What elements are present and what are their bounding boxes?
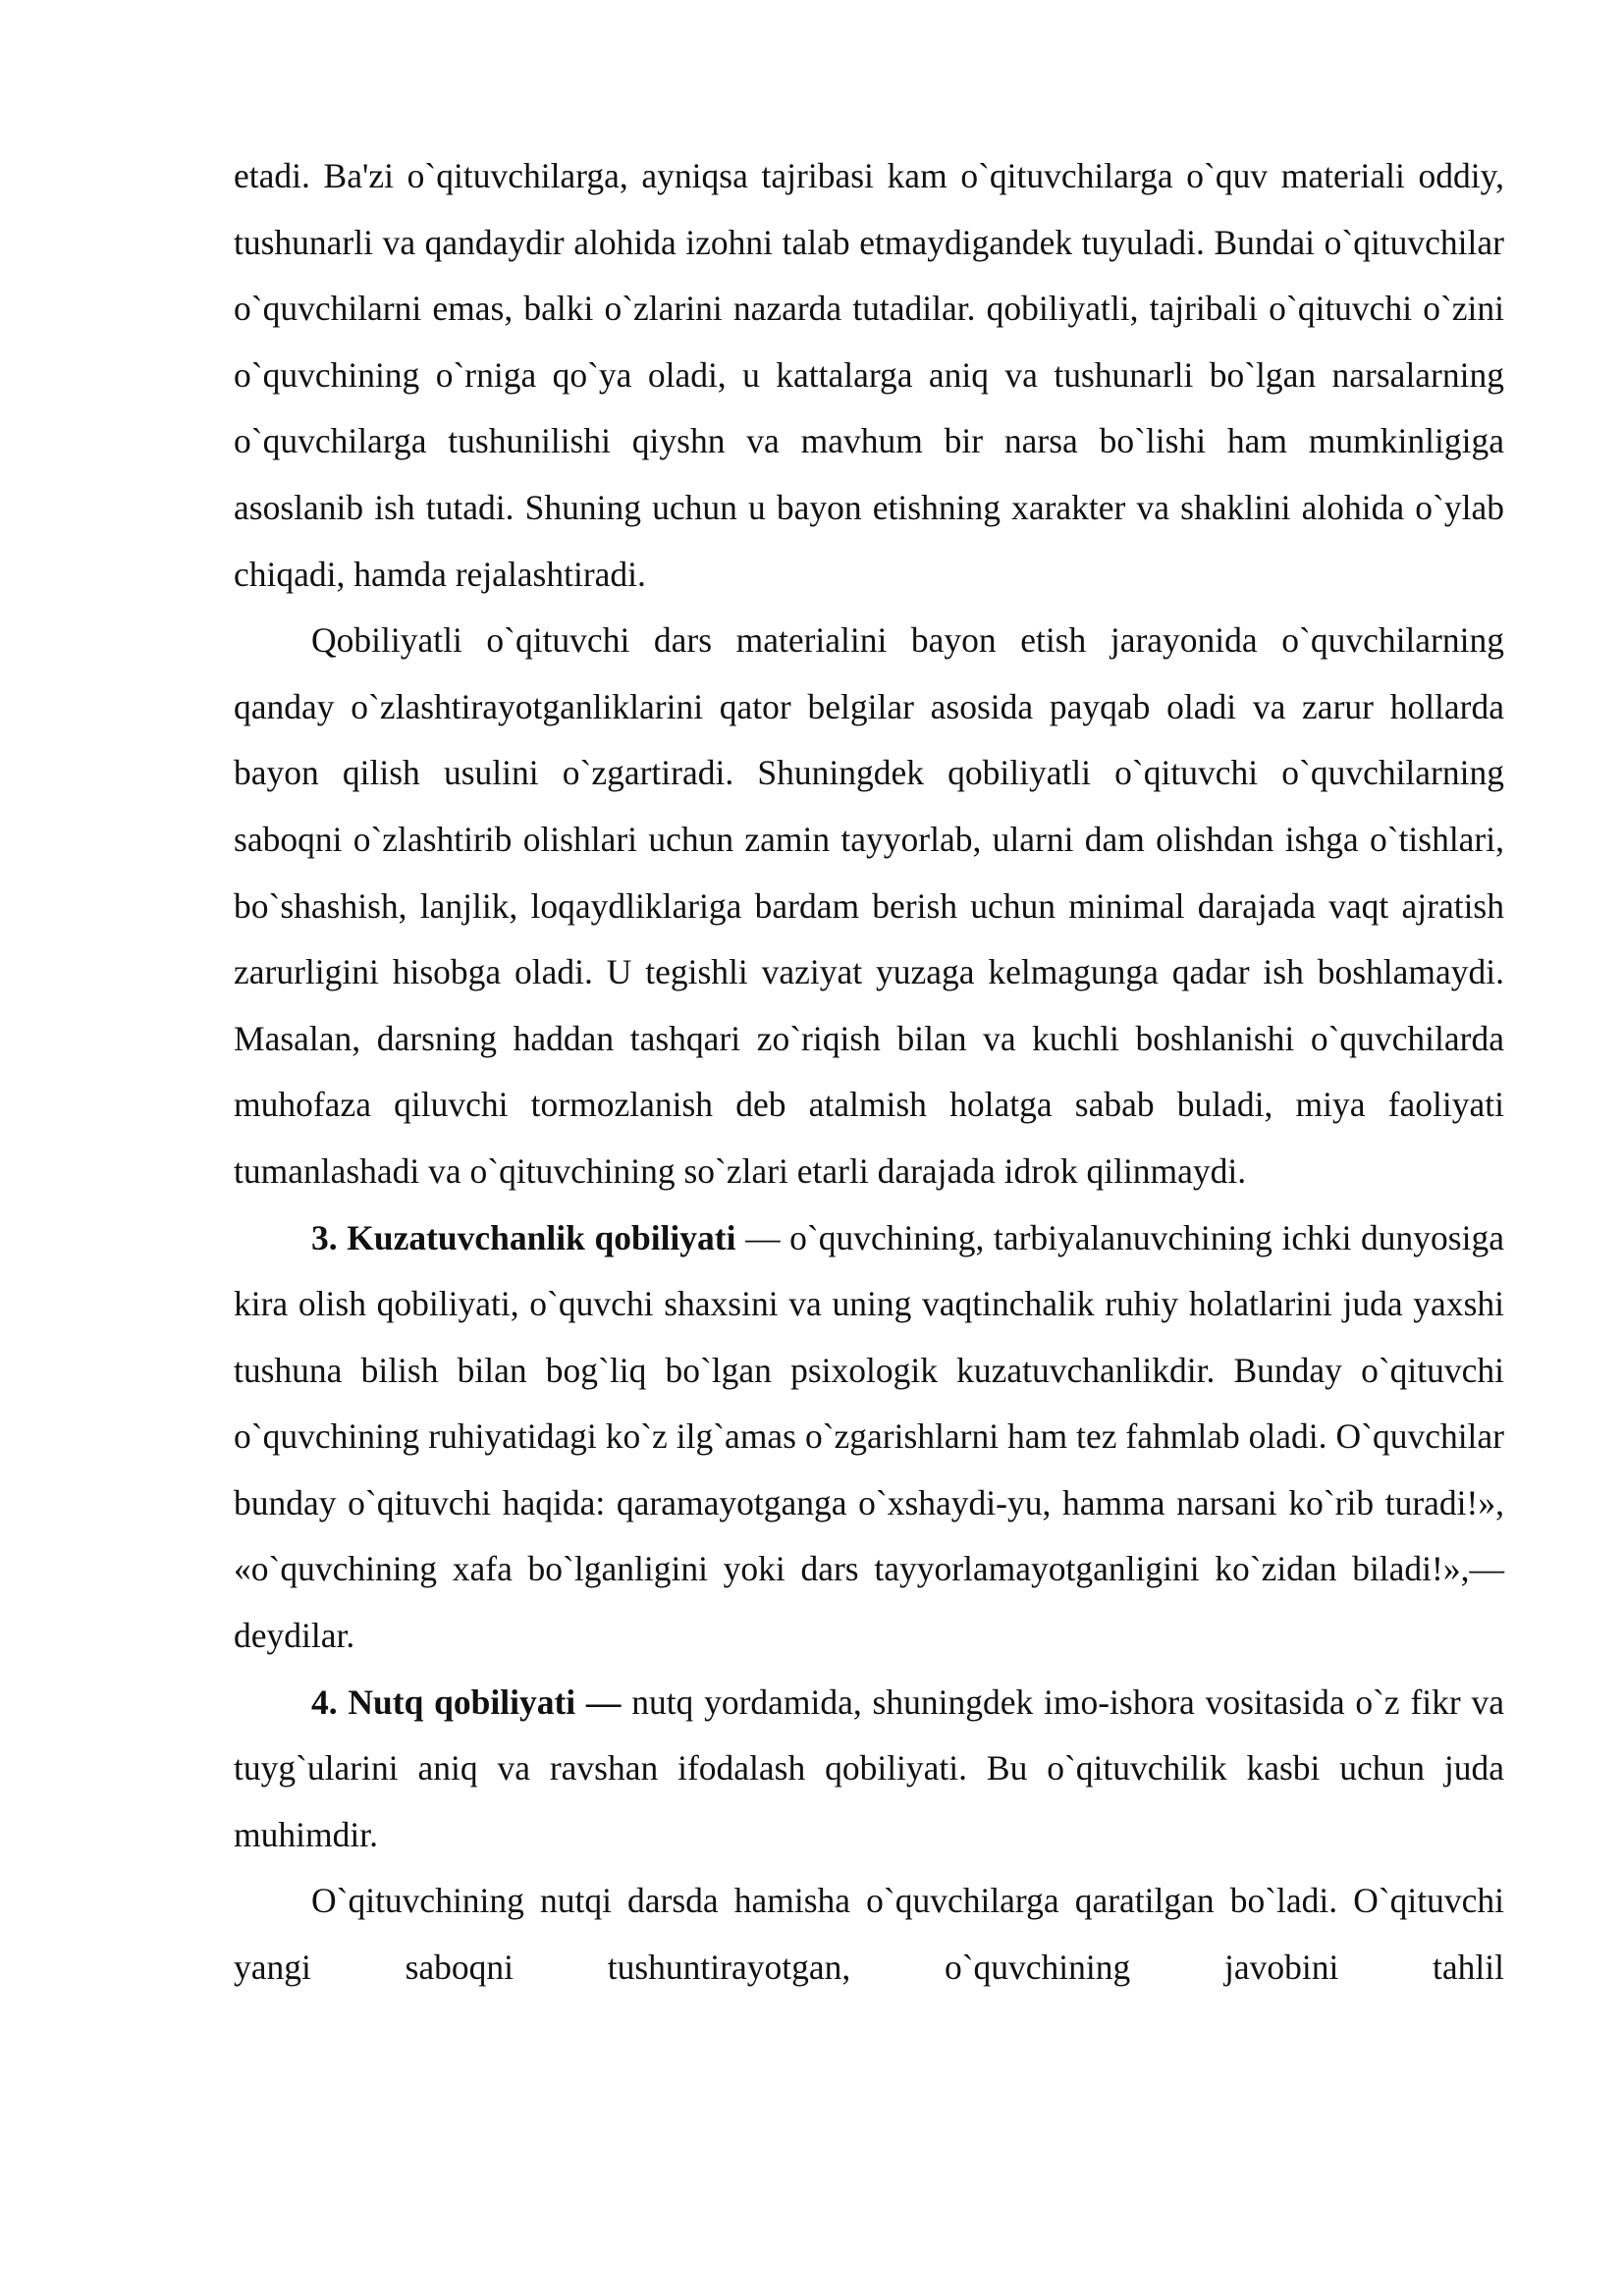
paragraph-term: 4. Nutq qobiliyati —	[311, 1682, 622, 1722]
paragraph-text: etadi. Ba'zi o`qituvchilarga, ayniqsa tajribasi kam o`qituvchilarga o`quv materiali oddiy, tushunarli va qandaydir alohida izohni talab etmaydigandek tuyuladi. Bundai o`qituvchilar o`quvchilarni emas, balki o`zlarini nazarda tutadilar. qobiliyatli, tajribali o`qituvchi o`zini o`quvchining o`rniga qo`ya oladi, u kattalarga aniq va tushunarli bo`lgan narsalarning o`quvchilarga tushunilishi qiyshn va mavhum bir narsa bo`lishi ham mumkinligiga asoslanib ish tutadi. Shuning uchun u bayon etishning xarakter va shaklini alohida o`ylab chiqadi, hamda rejalashtiradi.	[234, 156, 1504, 594]
paragraph-teacher-speech	[234, 1868, 1504, 2001]
paragraph-text: Qobiliyatli o`qituvchi dars materialini bayon etish jarayonida o`quvchilarning qanday o`zlashtirayotganliklarini qator belgilar asosida payqab oladi va zarur hollarda bayon qilish usulini o`zgartiradi. Shuningdek qobiliyatli o`qituvchi o`quvchilarning saboqni o`zlashtirib olishlari uchun zamin tayyorlab, ularni dam olishdan ishga o`tishlari, bo`shashish, lanjlik, loqaydliklariga bardam berish uchun minimal darajada vaqt ajratish zarurligini hisobga oladi. U tegishli vaziyat yuzaga kelmagunga qadar ish boshlamaydi. Masalan, darsning haddan tashqari zo`riqish bilan va kuchli boshlanishi o`quvchilarda muhofaza qiluvchi tormozlanish deb atalmish holatga sabab buladi, miya faoliyati tumanlashadi va o`qituvchining so`zlari etarli darajada idrok qilinmaydi.	[234, 620, 1504, 1191]
paragraph-term: 3. Kuzatuvchanlik qobiliyati	[311, 1217, 736, 1257]
document-page	[234, 143, 1504, 2002]
paragraph-teacher-explanation	[234, 608, 1504, 1204]
paragraph-observation-ability	[234, 1205, 1504, 1670]
paragraph-speech-ability	[234, 1670, 1504, 1869]
paragraph-text: O`qituvchining nutqi darsda hamisha o`quvchilarga qaratilgan bo`ladi. O`qituvchi yangi saboqni tushuntirayotgan, o`quvchining javobini tahlil	[234, 1881, 1504, 1988]
paragraph-text: — o`quvchining, tarbiyalanuvchining ichki dunyosiga kira olish qobiliyati, o`quvchi shaxsini va uning vaqtinchalik ruhiy holatlarini juda yaxshi tushuna bilish bilan bog`liq bo`lgan psixologik kuzatuvchanlikdir. Bunday o`qituvchi o`quvchining ruhiyatidagi ko`z ilg`amas o`zgarishlarni ham tez fahmlab oladi. O`quvchilar bunday o`qituvchi haqida: qaramayotganga o`xshaydi-yu, hamma narsani ko`rib turadi!», «o`quvchining xafa bo`lganligini yoki dars tayyorlamayotganligini ko`zidan biladi!»,— deydilar.	[234, 1217, 1504, 1656]
paragraph-text: nutq yordamida, shuningdek imo-ishora vositasida o`z fikr va tuyg`ularini aniq va ravshan ifodalash qobiliyati. Bu o`qituvchilik kasbi uchun juda muhimdir.	[234, 1682, 1504, 1854]
paragraph-continuation	[234, 143, 1504, 608]
